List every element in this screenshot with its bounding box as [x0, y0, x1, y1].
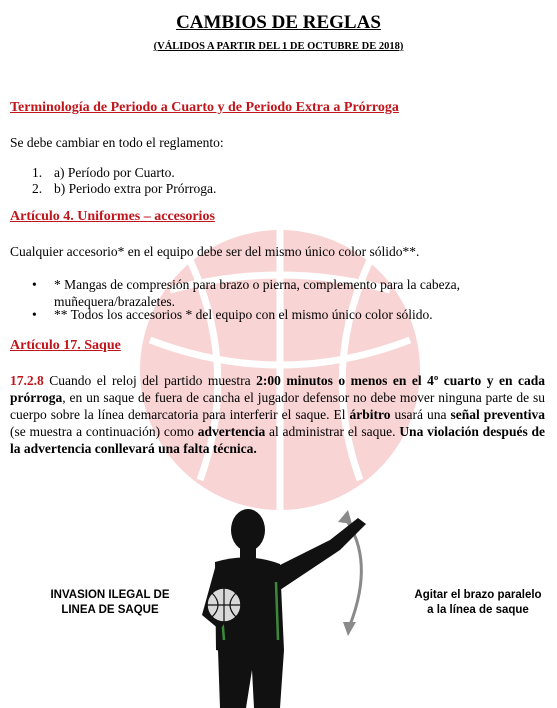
rule-text: , en un saque de fuera de cancha el jugador defensor no debe mover ninguna parte de su cuerpo sobre la línea demarcatoria para interferir el saque. El [10, 390, 545, 422]
rule-text: Cuando el reloj del partido muestra [43, 373, 257, 388]
rule-text: al administrar el saque. [265, 424, 400, 439]
list-item-number: 1. [32, 165, 43, 180]
rule-17-2-8-paragraph [10, 372, 545, 457]
list-item [32, 164, 175, 181]
section-heading-uniformes: Artículo 4. Uniformes – accesorios [10, 209, 215, 224]
list-item-number: 2. [32, 181, 43, 196]
section-heading-terminologia: Terminología de Periodo a Cuarto y de Periodo Extra a Prórroga [10, 100, 399, 115]
basketball-watermark [130, 220, 430, 520]
rule-number: 17.2.8 [10, 373, 44, 388]
caption-line: INVASION ILEGAL DE [50, 589, 170, 601]
figure-caption-right [408, 588, 548, 618]
rule-text-bold: árbitro [349, 407, 391, 422]
referee-raised-arm [270, 518, 366, 590]
caption-line: LINEA DE SAQUE [61, 604, 159, 616]
caption-line: a la línea de saque [427, 604, 529, 616]
list-item-text: a) Período por Cuarto. [54, 165, 175, 180]
bullet-dot-icon: • [32, 307, 37, 322]
section2-intro: Cualquier accesorio* en el equipo debe ser del mismo único color sólido**. [10, 244, 420, 259]
bullet-dot-icon: • [32, 277, 37, 292]
rule-text: usará una [390, 407, 451, 422]
rule-text: (se muestra a continuación) como [10, 424, 198, 439]
rule-text-bold: Una violación después de la advertencia conllevará una falta técnica. [10, 424, 545, 456]
caption-line: Agitar el brazo paralelo [414, 589, 542, 601]
bullet-item [32, 306, 462, 323]
list-item [32, 180, 216, 197]
referee-legs [218, 650, 284, 708]
document-title: CAMBIOS DE REGLAS [176, 12, 381, 33]
figure-caption-left [40, 588, 180, 618]
bullet-text: ** Todos los accesorios * del equipo con el mismo único color sólido. [54, 307, 433, 322]
referee-head [231, 509, 265, 551]
bullet-text: * Mangas de compresión para brazo o pierna, complemento para la cabeza, muñequera/brazaletes. [54, 277, 460, 309]
rule-text-bold: advertencia [197, 424, 266, 439]
section-heading-saque: Artículo 17. Saque [10, 338, 121, 353]
section1-intro: Se debe cambiar en todo el reglamento: [10, 135, 224, 150]
bullet-item [32, 276, 462, 310]
rule-text-bold: señal preventiva [450, 407, 546, 422]
document-subtitle: (VÁLIDOS A PARTIR DEL 1 DE OCTUBRE DE 2018) [153, 41, 404, 52]
referee-signal-figure [180, 500, 380, 708]
rule-text-bold: 2:00 minutos o menos en el 4º cuarto y en cada prórroga [10, 373, 545, 405]
list-item-text: b) Periodo extra por Prórroga. [54, 181, 217, 196]
